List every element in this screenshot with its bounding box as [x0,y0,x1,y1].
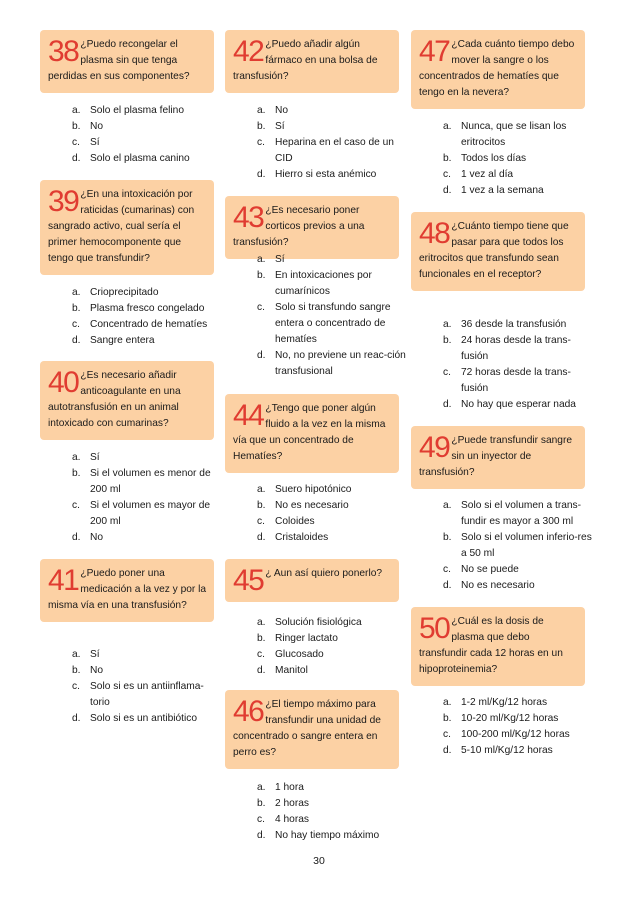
option-text: Sí [90,452,100,463]
option-item [72,466,222,498]
option-text: No hay tiempo máximo [275,830,380,841]
options-list [257,482,407,546]
option-letter: a. [72,287,81,298]
option-letter: c. [443,729,451,740]
option-letter: b. [72,303,81,314]
options-list [72,647,222,727]
option-text: 24 horas desde la trans-fusión [461,335,571,362]
option-text: 72 horas desde la trans-fusión [461,367,571,394]
options-list [443,119,593,199]
option-letter: b. [72,121,81,132]
option-text: Sí [90,649,100,660]
option-letter: b. [257,500,266,511]
option-item [257,103,407,119]
question-50-box [411,607,585,686]
option-text: No es necesario [461,580,535,591]
option-letter: d. [257,169,266,180]
question-number: 45 [233,564,264,597]
question-text: ¿Cada cuánto tiempo debo mover la sangre o los concentrados de hematíes que tengo en la nevera? [419,39,575,98]
option-item [257,647,407,663]
question-48-box [411,212,585,291]
options-list [72,103,222,167]
option-letter: a. [257,782,266,793]
option-letter: c. [72,681,80,692]
option-text: Suero hipotónico [275,484,352,495]
question-text: ¿Cuánto tiempo tiene que pasar para que todos los eritrocitos que transfundo sean funcionales en el receptor? [419,221,569,280]
question-text: ¿Cuál es la dosis de plasma que debo transfundir cada 12 horas en un hipoproteinemia? [419,616,563,675]
question-number: 46 [233,695,264,728]
option-item [257,167,407,183]
option-letter: b. [72,665,81,676]
option-letter: a. [72,649,81,660]
option-letter: a. [443,697,452,708]
option-letter: d. [257,532,266,543]
option-letter: c. [443,367,451,378]
option-letter: d. [257,350,266,361]
question-text: ¿Es necesario poner corticos previos a una transfusión? [233,205,365,248]
option-item [257,514,407,530]
question-43-box [225,196,399,259]
question-text: ¿Es necesario añadir anticoagulante en una autotransfusión en un animal intoxicado con cumarinas? [48,370,181,429]
option-item [257,530,407,546]
options-list [443,317,593,413]
option-item [257,498,407,514]
question-49-box [411,426,585,489]
option-text: Solo si el volumen a trans-fundir es mayor a 300 ml [461,500,582,527]
question-number: 42 [233,35,264,68]
question-number: 40 [48,366,79,399]
question-45-box [225,559,399,602]
option-text: 1 vez al día [461,169,514,180]
options-list [443,498,593,594]
option-item [72,301,222,317]
option-text: 36 desde la transfusión [461,319,567,330]
option-text: 4 horas [275,814,309,825]
option-letter: d. [257,830,266,841]
option-item [257,135,407,167]
option-text: 1-2 ml/Kg/12 horas [461,697,548,708]
option-text: 10-20 ml/Kg/12 horas [461,713,559,724]
option-item [257,119,407,135]
option-letter: a. [72,105,81,116]
option-letter: c. [257,814,265,825]
question-47-box [411,30,585,109]
option-text: No [90,532,104,543]
option-text: Solo el plasma felino [90,105,185,116]
question-text: ¿El tiempo máximo para transfundir una unidad de concentrado o sangre entera en perro es? [233,699,381,758]
option-text: Crioprecipitado [90,287,159,298]
option-letter: b. [443,713,452,724]
option-text: Si el volumen es mayor de 200 ml [90,500,211,527]
option-item [443,727,593,743]
question-number: 44 [233,399,264,432]
question-number: 39 [48,185,79,218]
option-letter: b. [443,532,452,543]
option-letter: c. [72,500,80,511]
option-text: Glucosado [275,649,324,660]
option-text: Sí [275,254,285,265]
options-list [257,780,407,844]
option-text: Hierro si esta anémico [275,169,377,180]
options-list [257,103,407,183]
option-text: No, no previene un reac-ción transfusional [275,350,406,377]
question-text: ¿En una intoxicación por raticidas (cumarinas) con sangrado activo, cual sería el primer hemocomponente que tengo que transfundir? [48,189,195,264]
option-letter: c. [257,649,265,660]
option-item [443,333,593,365]
page-number: 30 [313,855,325,867]
option-text: Plasma fresco congelado [90,303,205,314]
option-letter: d. [72,335,81,346]
option-letter: d. [72,713,81,724]
option-text: En intoxicaciones por cumarínicos [275,270,372,297]
option-letter: c. [72,319,80,330]
question-text: ¿Puedo añadir algún fármaco en una bolsa de transfusión? [233,39,378,82]
option-letter: c. [443,564,451,575]
options-list [72,285,222,349]
option-text: Concentrado de hematíes [90,319,208,330]
option-text: Manitol [275,665,308,676]
option-item [257,828,407,844]
question-44-box [225,394,399,473]
option-letter: b. [257,633,266,644]
option-item [257,252,407,268]
question-40-box [40,361,214,440]
question-46-box [225,690,399,769]
option-item [72,679,222,711]
option-text: 2 horas [275,798,309,809]
option-item [257,631,407,647]
option-letter: d. [443,399,452,410]
option-item [443,530,593,562]
option-text: No es necesario [275,500,349,511]
option-letter: c. [443,169,451,180]
option-letter: b. [443,335,452,346]
option-text: Sangre entera [90,335,155,346]
option-letter: c. [257,516,265,527]
question-number: 41 [48,564,79,597]
option-letter: a. [443,121,452,132]
option-text: No [90,665,104,676]
option-text: 5-10 ml/Kg/12 horas [461,745,553,756]
option-text: No hay que esperar nada [461,399,576,410]
option-text: Todos los días [461,153,527,164]
option-item [257,268,407,300]
option-text: Heparina en el caso de un CID [275,137,394,164]
option-item [443,743,593,759]
question-number: 47 [419,35,450,68]
option-letter: a. [257,484,266,495]
options-list [443,695,593,759]
option-letter: d. [443,185,452,196]
option-item [443,119,593,151]
option-item [257,615,407,631]
question-text: ¿Tengo que poner algún fluido a la vez en la misma vía que un concentrado de Hematíes? [233,403,386,462]
question-text: ¿Puedo recongelar el plasma sin que tenga perdidas en sus componentes? [48,39,190,82]
option-item [443,151,593,167]
question-text: ¿Puede transfundir sangre sin un inyector de transfusión? [419,435,572,478]
option-item [443,317,593,333]
option-text: Solo si transfundo sangre entera o concentrado de hematíes [275,302,391,345]
option-text: No se puede [461,564,519,575]
option-item [257,663,407,679]
options-list [257,615,407,679]
option-letter: a. [443,500,452,511]
option-letter: a. [443,319,452,330]
option-letter: b. [443,153,452,164]
option-text: Coloides [275,516,315,527]
option-letter: c. [257,302,265,313]
option-text: Sí [90,137,100,148]
option-text: Cristaloides [275,532,329,543]
question-39-box [40,180,214,275]
question-number: 43 [233,201,264,234]
option-item [443,562,593,578]
option-item [72,285,222,301]
option-item [72,498,222,530]
question-number: 48 [419,217,450,250]
option-letter: d. [443,580,452,591]
option-letter: a. [257,617,266,628]
option-text: Solo si es un antibiótico [90,713,198,724]
option-text: 1 vez a la semana [461,185,544,196]
option-item [72,450,222,466]
options-list [72,450,222,546]
option-letter: d. [72,532,81,543]
question-38-box [40,30,214,93]
option-item [72,151,222,167]
option-letter: d. [257,665,266,676]
option-item [443,397,593,413]
question-text: ¿ Aun así quiero ponerlo? [265,568,383,579]
option-item [72,663,222,679]
option-item [257,300,407,348]
option-letter: c. [257,137,265,148]
option-letter: b. [72,468,81,479]
question-number: 38 [48,35,79,68]
option-text: Solo el plasma canino [90,153,190,164]
question-number: 50 [419,612,450,645]
option-item [443,695,593,711]
option-text: 100-200 ml/Kg/12 horas [461,729,570,740]
option-letter: d. [72,153,81,164]
option-letter: a. [72,452,81,463]
option-letter: c. [72,137,80,148]
option-text: Sí [275,121,285,132]
option-item [443,167,593,183]
option-item [72,530,222,546]
option-item [443,578,593,594]
option-item [72,333,222,349]
option-item [443,711,593,727]
option-item [257,348,407,380]
option-item [72,103,222,119]
question-text: ¿Puedo poner una medicación a la vez y por la misma vía en una transfusión? [48,568,207,611]
option-letter: a. [257,105,266,116]
option-item [72,317,222,333]
option-item [257,812,407,828]
option-text: Nunca, que se lisan los eritrocitos [461,121,567,148]
option-item [257,780,407,796]
option-text: Solución fisiológica [275,617,362,628]
option-text: Si el volumen es menor de 200 ml [90,468,211,495]
option-letter: b. [257,270,266,281]
option-item [443,365,593,397]
question-42-box [225,30,399,93]
option-item [443,498,593,530]
option-item [72,711,222,727]
options-list [257,252,407,380]
option-item [443,183,593,199]
question-number: 49 [419,431,450,464]
option-item [72,135,222,151]
option-text: Solo si el volumen inferio-res a 50 ml [461,532,592,559]
option-text: Solo si es un antiinflama-torio [90,681,204,708]
option-text: No [275,105,289,116]
question-41-box [40,559,214,622]
option-text: No [90,121,104,132]
option-letter: d. [443,745,452,756]
option-item [257,796,407,812]
option-text: Ringer lactato [275,633,338,644]
option-item [72,119,222,135]
option-item [72,647,222,663]
option-item [257,482,407,498]
option-letter: a. [257,254,266,265]
option-text: 1 hora [275,782,304,793]
option-letter: b. [257,798,266,809]
option-letter: b. [257,121,266,132]
